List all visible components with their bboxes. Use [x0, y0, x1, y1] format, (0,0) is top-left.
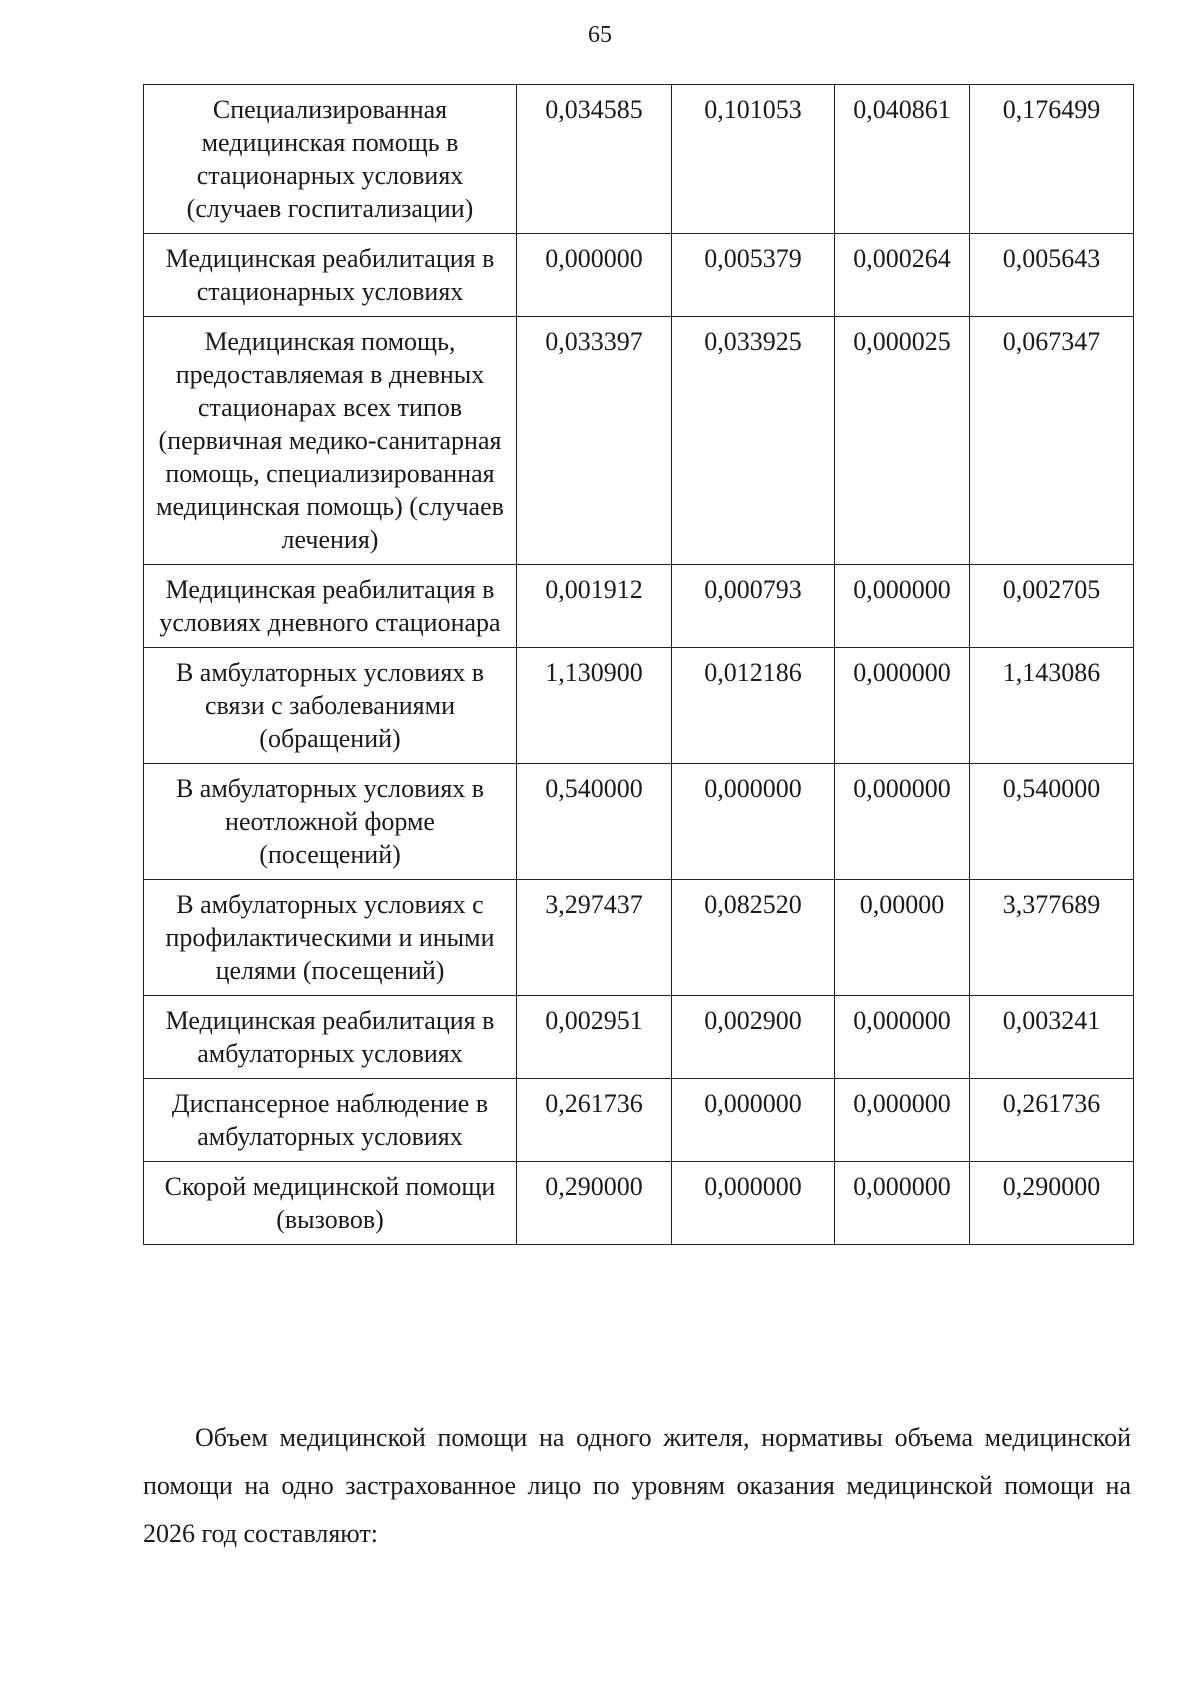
table-cell: 0,005379: [672, 234, 835, 317]
table-cell: 0,101053: [672, 85, 835, 234]
body-paragraph: Объем медицинской помощи на одного жителя, нормативы объема медицинской помощи на одно застрахованное лицо по уровням оказания медицинской помощи на 2026 год составляют:: [143, 1423, 1131, 1548]
table-cell: 0,002951: [517, 996, 672, 1079]
row-label: В амбулаторных условиях с профилактическими и иными целями (посещений): [144, 880, 517, 996]
row-label: Медицинская реабилитация в стационарных условиях: [144, 234, 517, 317]
table-cell: 0,290000: [517, 1162, 672, 1245]
table-cell: 0,000000: [835, 648, 970, 764]
table-cell: 0,000793: [672, 565, 835, 648]
table-cell: 0,261736: [970, 1079, 1134, 1162]
table-cell: 0,261736: [517, 1079, 672, 1162]
table-cell: 0,067347: [970, 317, 1134, 565]
norms-table: [143, 84, 1134, 1245]
table-cell: 0,033925: [672, 317, 835, 565]
row-label: Скорой медицинской помощи (вызовов): [144, 1162, 517, 1245]
table-cell: 0,000000: [672, 764, 835, 880]
table-cell: 0,000000: [672, 1162, 835, 1245]
table-row: [144, 764, 1134, 880]
table-row: [144, 1079, 1134, 1162]
table-cell: 0,000000: [835, 996, 970, 1079]
table-row: [144, 1162, 1134, 1245]
table-cell: 0,000000: [835, 764, 970, 880]
table-cell: 0,000000: [835, 1162, 970, 1245]
table-row: [144, 996, 1134, 1079]
table-cell: 0,082520: [672, 880, 835, 996]
table-row: [144, 85, 1134, 234]
table-cell: 3,377689: [970, 880, 1134, 996]
table-cell: 0,000000: [517, 234, 672, 317]
table-row: [144, 234, 1134, 317]
table-cell: 0,002705: [970, 565, 1134, 648]
table-cell: 0,00000: [835, 880, 970, 996]
table-cell: 0,290000: [970, 1162, 1134, 1245]
page-number: 65: [588, 22, 612, 48]
table-cell: 0,000000: [835, 1079, 970, 1162]
row-label: Диспансерное наблюдение в амбулаторных условиях: [144, 1079, 517, 1162]
row-label: Медицинская реабилитация в амбулаторных условиях: [144, 996, 517, 1079]
row-label: Медицинская помощь, предоставляемая в дневных стационарах всех типов (первичная медико-санитарная помощь, специализированная медицинская помощь) (случаев лечения): [144, 317, 517, 565]
table-cell: 0,540000: [970, 764, 1134, 880]
table-row: [144, 565, 1134, 648]
table-cell: 0,000025: [835, 317, 970, 565]
table-row: [144, 880, 1134, 996]
table-cell: 1,130900: [517, 648, 672, 764]
table-cell: 0,005643: [970, 234, 1134, 317]
table-cell: 0,000000: [835, 565, 970, 648]
table-cell: 0,000264: [835, 234, 970, 317]
table-cell: 1,143086: [970, 648, 1134, 764]
row-label: Медицинская реабилитация в условиях дневного стационара: [144, 565, 517, 648]
table-cell: 0,000000: [672, 1079, 835, 1162]
table-cell: 0,034585: [517, 85, 672, 234]
table-cell: 0,040861: [835, 85, 970, 234]
table-cell: 0,003241: [970, 996, 1134, 1079]
table-cell: 0,176499: [970, 85, 1134, 234]
table-cell: 0,033397: [517, 317, 672, 565]
row-label: Специализированная медицинская помощь в стационарных условиях (случаев госпитализации): [144, 85, 517, 234]
table-cell: 3,297437: [517, 880, 672, 996]
table-row: [144, 648, 1134, 764]
row-label: В амбулаторных условиях в неотложной форме (посещений): [144, 764, 517, 880]
table-cell: 0,001912: [517, 565, 672, 648]
table-cell: 0,012186: [672, 648, 835, 764]
row-label: В амбулаторных условиях в связи с заболеваниями (обращений): [144, 648, 517, 764]
table-row: [144, 317, 1134, 565]
table-cell: 0,540000: [517, 764, 672, 880]
table-cell: 0,002900: [672, 996, 835, 1079]
